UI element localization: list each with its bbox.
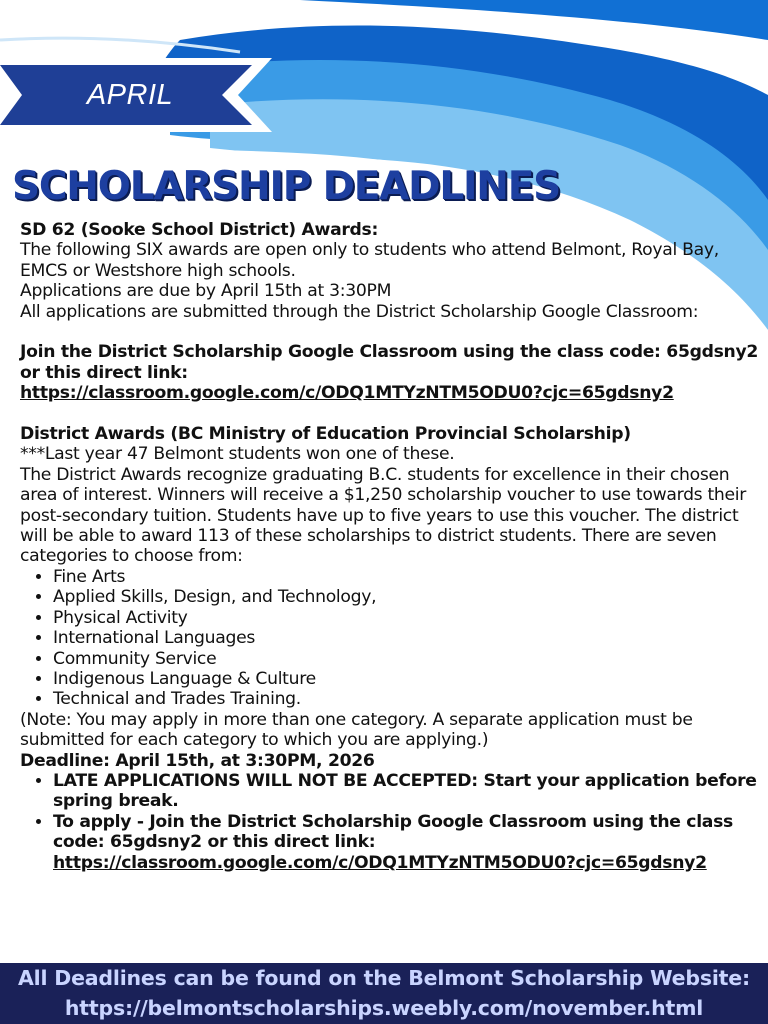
district-description: The District Awards recognize graduating B.C. students for excellence in their chosen area of interest. Winners will receive a $1,250 scholarship voucher to use towards their post-secondary tuition. Students have up to five years to use this voucher. The district will be able to award 113 of these scholarships to district students. There are seven categories to choose from: xyxy=(20,464,747,567)
district-classroom-link[interactable]: https://classroom.google.com/c/ODQ1MTYzNTM5ODU0?cjc=65gdsny2 xyxy=(53,852,707,873)
apply-text: To apply - Join the District Scholarship Google Classroom using the class code: 65gdsny2 or this direct link: xyxy=(53,811,733,853)
late-applications-note: • LATE APPLICATIONS WILL NOT BE ACCEPTED: Start your application before spring break. xyxy=(53,771,760,812)
district-note: (Note: You may apply in more than one category. A separate application must be submitted for each category to which you are applying.) xyxy=(20,709,693,751)
district-heading: District Awards (BC Ministry of Education Provincial Scholarship) xyxy=(20,424,631,445)
category-list xyxy=(20,567,760,710)
category-item: • Technical and Trades Training. xyxy=(53,689,760,709)
sd62-intro: The following SIX awards are open only to students who attend Belmont, Royal Bay, EMCS or Westshore high schools. xyxy=(20,240,719,281)
month-banner-label: APRIL xyxy=(86,79,174,111)
main-content xyxy=(20,220,760,873)
category-item: • Indigenous Language & Culture xyxy=(53,669,760,689)
category-item: • Community Service xyxy=(53,649,760,669)
sd62-join-text: Join the District Scholarship Google Classroom using the class code: 65gdsny2 or this direct link: xyxy=(20,342,759,383)
category-item: • Fine Arts xyxy=(53,567,760,587)
footer-website-link[interactable]: https://belmontscholarships.weebly.com/november.html xyxy=(64,996,704,1020)
spacer xyxy=(20,322,760,342)
category-item: • Applied Skills, Design, and Technology, xyxy=(53,587,760,607)
apply-note xyxy=(53,812,760,873)
sd62-heading: SD 62 (Sooke School District) Awards: xyxy=(20,220,379,240)
page-title: SCHOLARSHIP DEADLINES xyxy=(12,164,561,209)
category-item: • Physical Activity xyxy=(53,608,760,628)
footer-line-1: All Deadlines can be found on the Belmont Scholarship Website: xyxy=(18,966,750,990)
sd62-due: Applications are due by April 15th at 3:30PM xyxy=(20,281,392,302)
sd62-classroom-link[interactable]: https://classroom.google.com/c/ODQ1MTYzNTM5ODU0?cjc=65gdsny2 xyxy=(20,383,674,404)
spacer xyxy=(20,404,760,424)
category-item: • International Languages xyxy=(53,628,760,648)
footer-banner xyxy=(0,963,768,1024)
district-last-year: ***Last year 47 Belmont students won one of these. xyxy=(20,444,455,465)
district-deadline: Deadline: April 15th, at 3:30PM, 2026 xyxy=(20,750,375,771)
sd62-submitted: All applications are submitted through the District Scholarship Google Classroom: xyxy=(20,301,699,322)
deadline-notes xyxy=(20,771,760,873)
